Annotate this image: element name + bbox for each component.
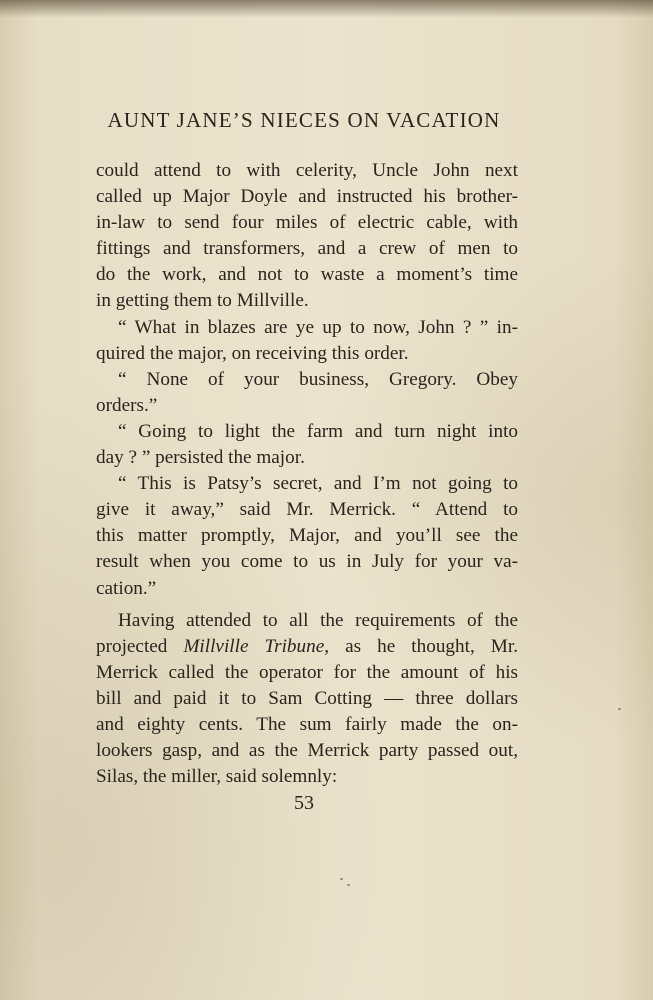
text-line: in getting them to Millville. <box>96 290 309 312</box>
text-line: lookers gasp, and as the Merrick party passed out, <box>96 740 518 762</box>
text-line: cation.” <box>96 577 157 599</box>
text-line: day ? ” persisted the major. <box>96 447 305 469</box>
text-line: give it away,” said Mr. Merrick. “ Attend to <box>96 499 518 521</box>
text-line-italic-title: projected Millville Tribune, as he thought, Mr. <box>96 635 518 657</box>
text-line: could attend to with celerity, Uncle John next <box>96 160 518 181</box>
text-line: fittings and transformers, and a crew of men to <box>96 238 518 260</box>
paper-speck <box>618 708 621 710</box>
text-line: orders.” <box>96 394 158 416</box>
text-line: this matter promptly, Major, and you’ll see the <box>96 525 518 547</box>
text-line: “ This is Patsy’s secret, and I’m not going to <box>118 473 518 495</box>
book-title: Millville Tribune <box>183 635 325 657</box>
text-line: Having attended to all the requirements of the <box>118 609 518 631</box>
text-line: bill and paid it to Sam Cotting — three dollars <box>96 687 518 709</box>
body-text <box>96 158 518 790</box>
page-number: 53 <box>294 792 314 814</box>
text-line: and eighty cents. The sum fairly made the on- <box>96 713 518 735</box>
text-line: “ None of your business, Gregory. Obey <box>118 368 518 390</box>
text-line: Silas, the miller, said solemnly: <box>96 766 338 788</box>
paper-speck <box>347 884 350 886</box>
text-line: do the work, and not to waste a moment’s time <box>96 264 518 286</box>
page-edge-shadow <box>0 0 653 18</box>
text-line: result when you come to us in July for your va- <box>96 551 518 573</box>
text-line: “ Going to light the farm and turn night into <box>118 420 518 442</box>
paper-speck <box>340 878 343 880</box>
text-line: in-law to send four miles of electric cable, with <box>96 212 518 234</box>
text-line: quired the major, on receiving this order. <box>96 342 409 364</box>
text-line: “ What in blazes are ye up to now, John ? ” in- <box>118 316 518 338</box>
text-line: Merrick called the operator for the amount of his <box>96 661 518 683</box>
text-line: called up Major Doyle and instructed his brother- <box>96 186 518 208</box>
running-head: AUNT JANE’S NIECES ON VACATION <box>107 108 501 132</box>
